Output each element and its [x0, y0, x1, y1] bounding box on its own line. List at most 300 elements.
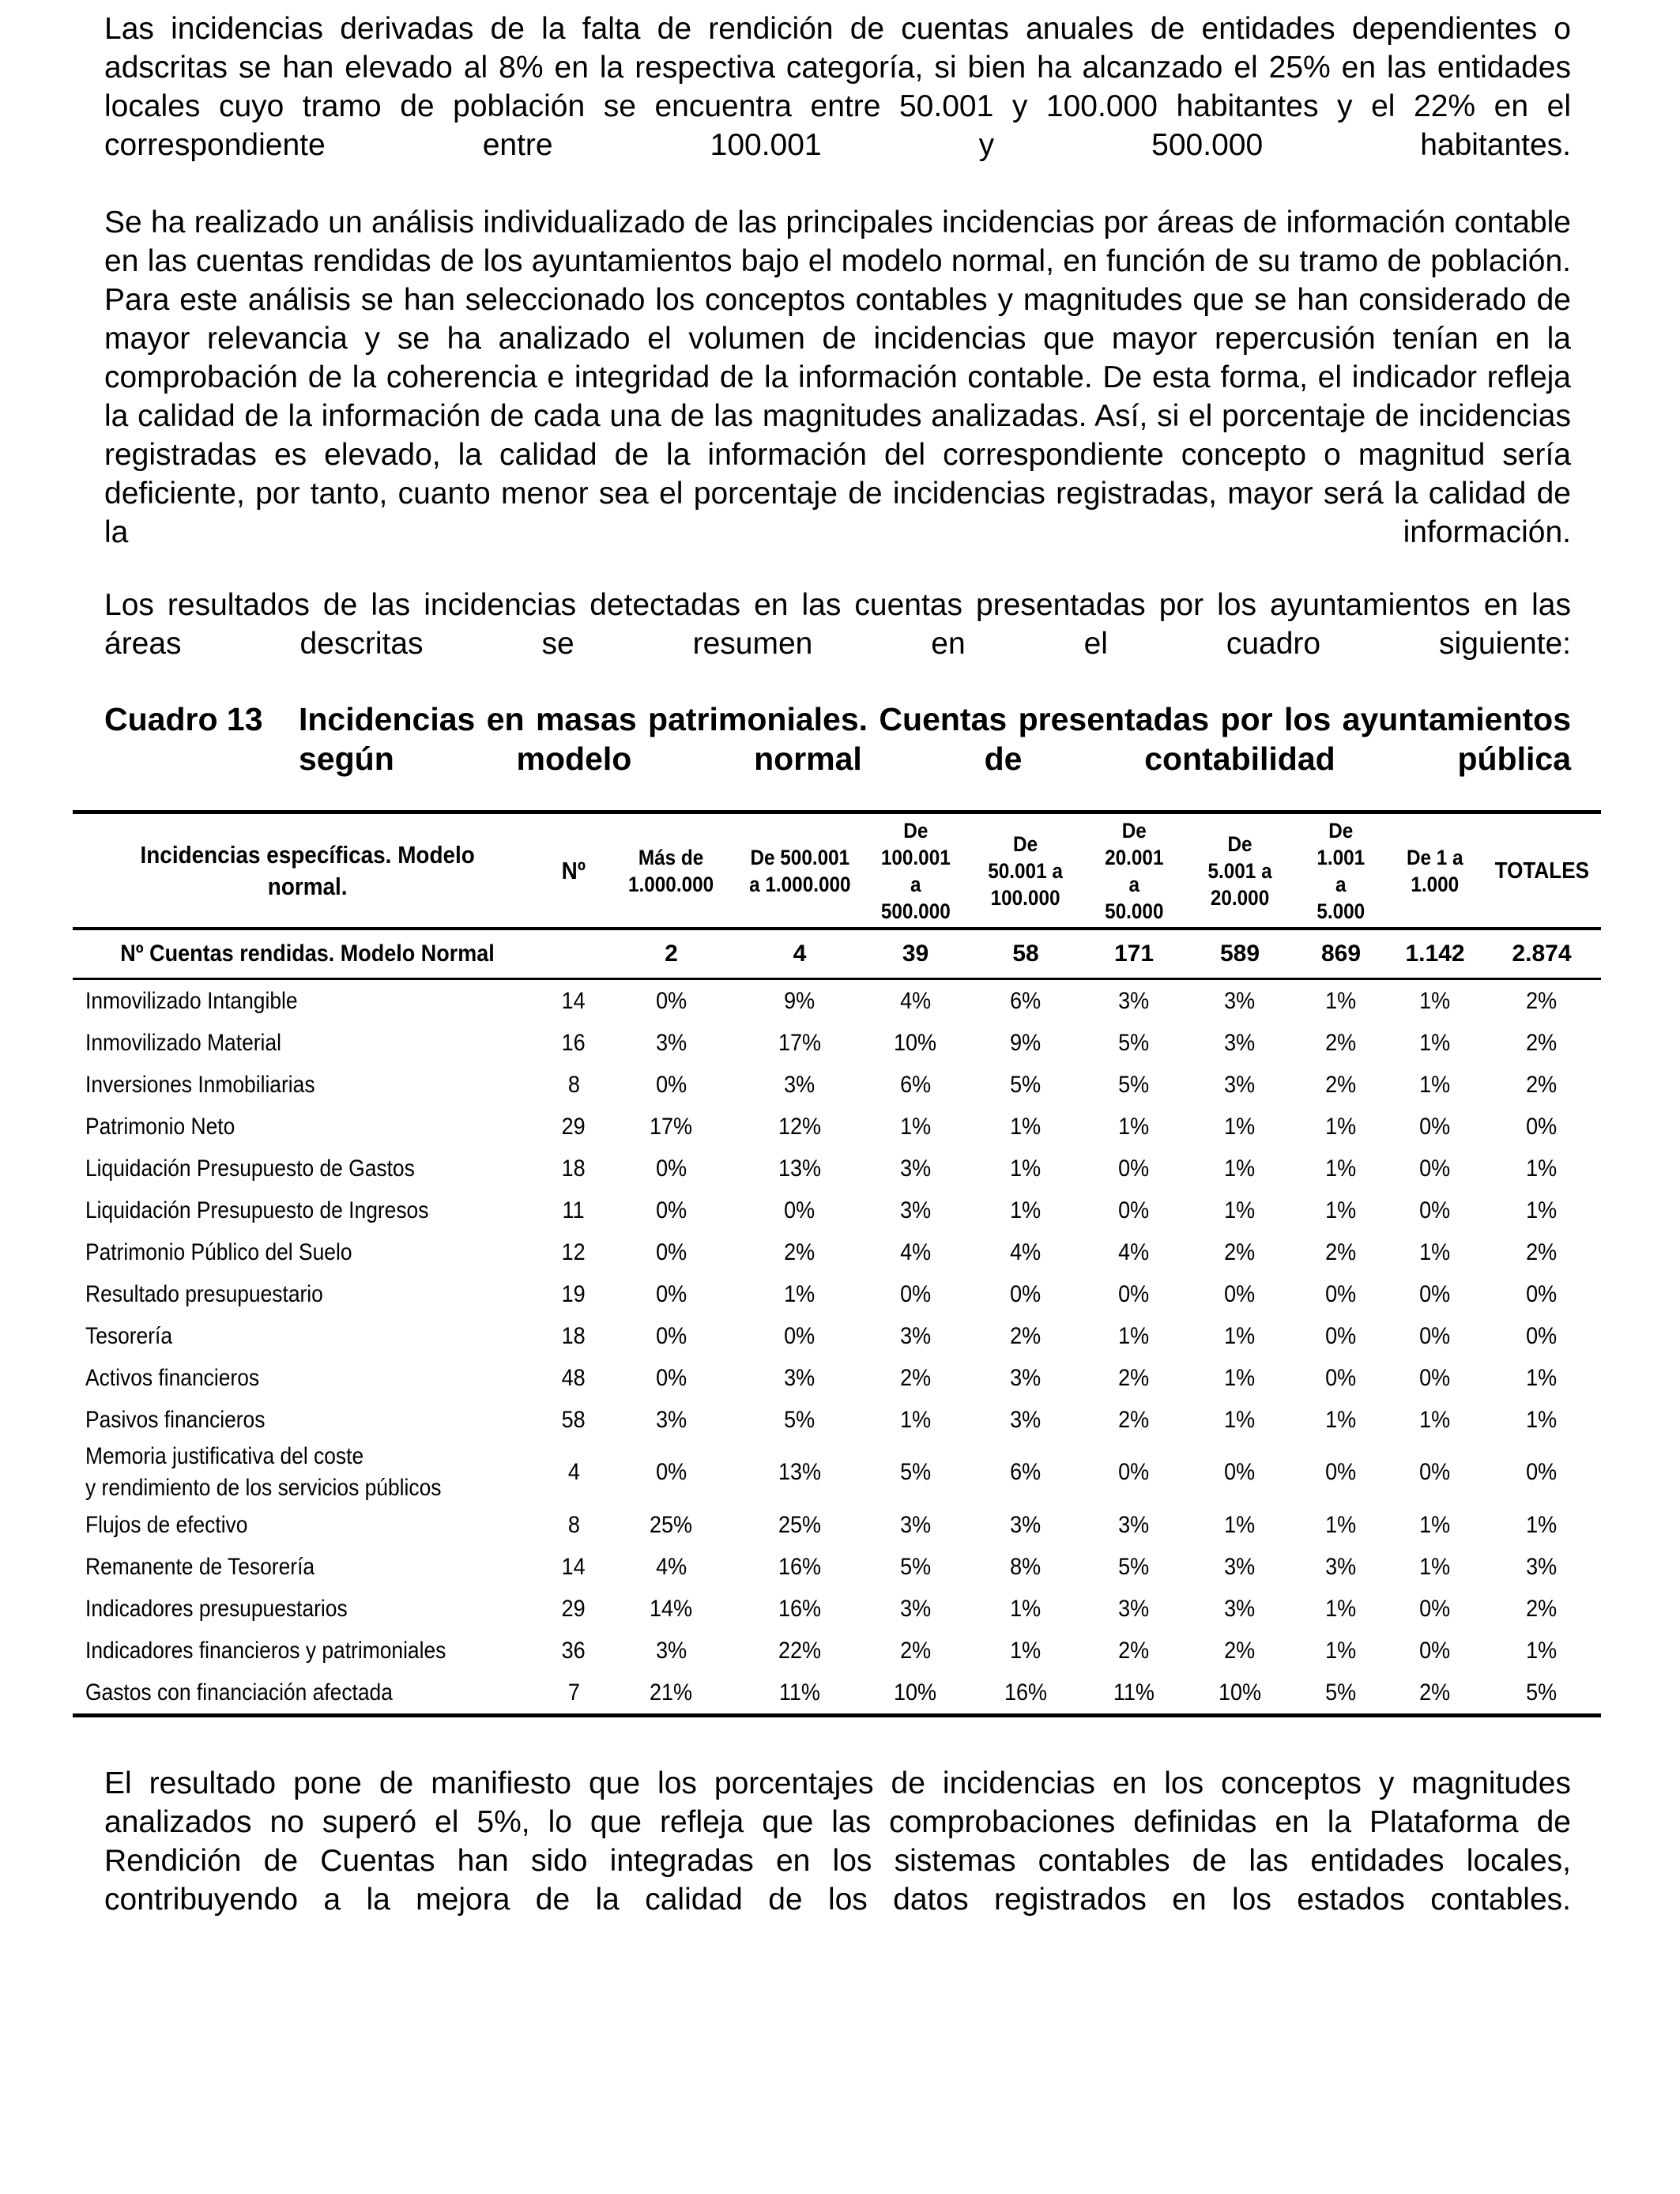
table-cell-value: 8	[567, 1071, 580, 1098]
table-cell-value: 58	[561, 1406, 586, 1433]
table-cell-value: 3%	[1224, 1595, 1256, 1622]
table-cell	[737, 1399, 862, 1441]
table-header-line: 1.000.000	[628, 872, 714, 896]
table-cell-value: 5%	[1118, 1029, 1150, 1056]
table-header-cell	[73, 812, 542, 929]
table-cell-value: 4	[567, 1459, 580, 1485]
table-cell-value: 22%	[778, 1637, 822, 1664]
table-row-label-line: Flujos de efectivo	[85, 1511, 248, 1538]
table-cell	[969, 1315, 1083, 1357]
table-row	[73, 1357, 1601, 1399]
table-cell	[862, 1022, 969, 1064]
table-cell-value: 6%	[899, 1071, 932, 1098]
table-cell-value: 1%	[1010, 1113, 1042, 1140]
table-cell-value: 1%	[1118, 1113, 1150, 1140]
table-cell	[1388, 1189, 1482, 1231]
table-header-text	[1105, 817, 1163, 925]
table-cell-value: 1%	[1325, 1155, 1357, 1182]
table-cell	[969, 1189, 1083, 1231]
table-cell	[605, 1315, 737, 1357]
table-header-cell	[1388, 812, 1482, 929]
table-cell	[1185, 979, 1294, 1023]
table-cell-value: 0%	[1224, 1459, 1256, 1485]
table-cell-value: 3%	[1224, 987, 1256, 1014]
table-cell-value: 8%	[1010, 1553, 1042, 1580]
table-cell-value: 5%	[1118, 1071, 1150, 1098]
table-cell	[969, 1022, 1083, 1064]
table-cell	[969, 1064, 1083, 1106]
table-cell	[1388, 1106, 1482, 1148]
table-cell	[862, 1588, 969, 1630]
table-cell-value: 4%	[899, 1238, 932, 1265]
table-cell	[542, 1441, 605, 1504]
table-cell-value: 1%	[1224, 1155, 1256, 1182]
table-cell-value: 1%	[1325, 1595, 1357, 1622]
table-cell-value: 0%	[655, 1364, 687, 1391]
cuentas-rendidas-cell: 4	[737, 929, 862, 979]
table-header-line: 5.000	[1317, 899, 1365, 923]
table-row-label	[73, 1672, 542, 1716]
table-cell-value: 3%	[1224, 1553, 1256, 1580]
table-cell	[969, 1106, 1083, 1148]
table-cell-value: 9%	[784, 987, 816, 1014]
table-cell	[1083, 1231, 1185, 1273]
table-row-label-line: y rendimiento de los servicios públicos	[85, 1475, 442, 1501]
table-cell	[1294, 1022, 1388, 1064]
table-cell	[1294, 1231, 1388, 1273]
table-cell-value: 4%	[1010, 1238, 1042, 1265]
table-row-label-line: Remanente de Tesorería	[85, 1553, 315, 1580]
table-cell	[1294, 1148, 1388, 1189]
table-cell-value: 3%	[655, 1637, 687, 1664]
table-cell-value: 3%	[1118, 987, 1150, 1014]
paragraph-conclusion: El resultado pone de manifiesto que los porcentajes de incidencias en los conceptos y magnitudes analizados no superó el 5%, lo que refleja que las comprobaciones definidas en la Plataforma de Rendición de Cuentas han sido integradas en los sistemas contables de las entidades locales, contribuyendo a la mejora de la calidad de los datos registrados en los estados contables.	[104, 1766, 1571, 1917]
table-row	[73, 1441, 1601, 1504]
table-cell	[1083, 1022, 1185, 1064]
table-cell-value: 29	[561, 1113, 586, 1140]
table-cell-value: 3%	[1118, 1511, 1150, 1538]
table-cell	[862, 1357, 969, 1399]
table-cell-value: 1%	[1325, 987, 1357, 1014]
table-row	[73, 1315, 1601, 1357]
table-cell	[969, 1273, 1083, 1315]
table-header-line: 50.000	[1104, 899, 1164, 923]
table-header-text	[628, 844, 714, 898]
table-cell	[969, 1546, 1083, 1588]
table-cell-value: 1%	[1419, 1238, 1451, 1265]
cuentas-rendidas-cell: 2	[605, 929, 737, 979]
table-cell-value: 3%	[1224, 1071, 1256, 1098]
table-cell-value: 5%	[899, 1459, 932, 1485]
table-header-text	[749, 844, 850, 898]
table-header-line: 100.001	[880, 845, 951, 869]
table-cell	[862, 1504, 969, 1546]
table-cell	[969, 979, 1083, 1023]
table-row-label	[73, 1315, 542, 1357]
table-cell	[1083, 1399, 1185, 1441]
table-cell-value: 1%	[1419, 1553, 1451, 1580]
table-cell-value: 48	[561, 1364, 586, 1391]
table-cell-value: 0%	[1010, 1280, 1042, 1307]
table-cell-value: 0%	[1419, 1595, 1451, 1622]
table-header-row	[73, 812, 1601, 929]
table-header-text	[881, 817, 951, 925]
table-cell-value: 0%	[1419, 1322, 1451, 1349]
table-cell-value: 0%	[1224, 1280, 1256, 1307]
table-cell-value: 14	[561, 987, 586, 1014]
table-cell-value: 3%	[899, 1595, 932, 1622]
table-cell-value: 1%	[1010, 1595, 1042, 1622]
table-header-line: De	[1227, 831, 1252, 856]
cuentas-rendidas-cell: 2.874	[1482, 929, 1601, 979]
table-cell	[862, 1315, 969, 1357]
table-cell-value: 2%	[1325, 1029, 1357, 1056]
table-header-cell	[542, 812, 605, 929]
table-cell-value: 18	[561, 1155, 586, 1182]
paragraph-analisis-individualizado: Se ha realizado un análisis individualizado de las principales incidencias por áreas de información contable en las cuentas rendidas de los ayuntamientos bajo el modelo normal, en función de su tramo de población. Para este análisis se han seleccionado los conceptos contables y magnitudes que se han considerado de mayor relevancia y se ha analizado el volumen de incidencias que mayor repercusión tenían en la comprobación de la coherencia e integridad de la información contable. De esta forma, el indicador refleja la calidad de la información de cada una de las magnitudes analizadas. Así, si el porcentaje de incidencias registradas es elevado, la calidad de la información del correspondiente concepto o magnitud sería deficiente, por tanto, cuanto menor sea el porcentaje de incidencias registradas, mayor será la calidad de la información.	[104, 205, 1571, 549]
table-cell	[1388, 1022, 1482, 1064]
table-cell	[1185, 1546, 1294, 1588]
table-header-line: a 1.000.000	[748, 872, 851, 896]
table-row-label	[73, 1399, 542, 1441]
table-caption-number: Cuadro 13	[104, 701, 263, 737]
table-cell	[1482, 979, 1601, 1023]
table-row	[73, 1273, 1601, 1315]
table-cell	[1388, 1504, 1482, 1546]
table-cell	[605, 1273, 737, 1315]
table-cell-value: 3%	[899, 1155, 932, 1182]
table-cell-value: 1%	[899, 1113, 932, 1140]
table-cell	[542, 1273, 605, 1315]
table-header-line: De	[902, 818, 929, 843]
table-cell-value: 1%	[1419, 1029, 1451, 1056]
table-cell-value: 10%	[894, 1029, 937, 1056]
table-header-line: De 1 a	[1407, 845, 1463, 869]
table-cell-value: 0%	[1118, 1155, 1150, 1182]
incidencias-table-wrapper	[73, 810, 1601, 1717]
table-cell-value: 0%	[1325, 1322, 1357, 1349]
cuentas-rendidas-label-text: Nº Cuentas rendidas. Modelo Normal	[120, 941, 495, 967]
table-cell-value: 2%	[1419, 1679, 1451, 1706]
table-cell	[1083, 1106, 1185, 1148]
table-cell-value: 2%	[1224, 1637, 1256, 1664]
table-cell	[862, 1630, 969, 1672]
table-cell	[1482, 1504, 1601, 1546]
table-cell-value: 5%	[1325, 1679, 1357, 1706]
table-cell-value: 0%	[1419, 1113, 1451, 1140]
table-cell	[1482, 1441, 1601, 1504]
table-row-label-line: Resultado presupuestario	[85, 1280, 323, 1307]
table-cell	[1185, 1588, 1294, 1630]
table-header-line: 20.001	[1104, 845, 1164, 869]
table-cell-value: 0%	[1118, 1459, 1150, 1485]
table-header-cell	[1294, 812, 1388, 929]
table-header-line: Más de	[638, 845, 704, 869]
table-cell-value: 3%	[655, 1406, 687, 1433]
table-row-label-line: Gastos con financiación afectada	[85, 1679, 393, 1706]
table-row	[73, 1022, 1601, 1064]
table-cell	[542, 1022, 605, 1064]
table-row-label-line: Inversiones Inmobiliarias	[85, 1071, 315, 1098]
table-cell	[542, 1231, 605, 1273]
table-cell-value: 5%	[784, 1406, 816, 1433]
table-row-label	[73, 1231, 542, 1273]
incidencias-table	[73, 810, 1601, 1717]
table-cell	[1185, 1399, 1294, 1441]
table-cell	[1294, 1546, 1388, 1588]
table-cell-value: 0%	[784, 1197, 816, 1223]
table-cell-value: 0%	[899, 1280, 932, 1307]
table-cell	[605, 1022, 737, 1064]
table-cell	[1185, 1441, 1294, 1504]
table-cell-value: 9%	[1010, 1029, 1042, 1056]
table-cell-value: 11%	[1113, 1679, 1155, 1706]
table-row	[73, 1064, 1601, 1106]
table-cell	[1294, 1189, 1388, 1231]
table-cell	[737, 1630, 862, 1672]
table-row-label-line: Inmovilizado Intangible	[85, 987, 298, 1014]
table-cell	[1294, 1357, 1388, 1399]
table-cell-value: 3%	[1325, 1553, 1357, 1580]
table-row	[73, 1504, 1601, 1546]
table-cell	[1185, 1148, 1294, 1189]
table-row	[73, 979, 1601, 1023]
table-cell-value: 0%	[1118, 1280, 1150, 1307]
cuentas-rendidas-cell	[542, 929, 605, 979]
table-cell-value: 1%	[1325, 1511, 1357, 1538]
table-cell-value: 0%	[655, 1280, 687, 1307]
table-header-cell	[1482, 812, 1601, 929]
table-header-line: a	[1335, 872, 1347, 896]
table-cell-value: 0%	[1325, 1459, 1357, 1485]
table-cell	[862, 1148, 969, 1189]
table-cell	[605, 979, 737, 1023]
table-cell-value: 0%	[655, 1155, 687, 1182]
table-cell	[1294, 1106, 1388, 1148]
table-cell-value: 2%	[1118, 1406, 1150, 1433]
table-cell	[737, 1148, 862, 1189]
table-cell	[1294, 979, 1388, 1023]
table-cell	[1185, 1064, 1294, 1106]
table-row-label-line: Patrimonio Neto	[85, 1113, 235, 1140]
table-cell	[1388, 1273, 1482, 1315]
table-cell-value: 29	[561, 1595, 586, 1622]
table-cell	[862, 1399, 969, 1441]
table-cell	[1482, 1273, 1601, 1315]
table-cell	[1388, 1231, 1482, 1273]
table-cell-value: 2%	[1325, 1071, 1357, 1098]
cuentas-rendidas-cell: 589	[1185, 929, 1294, 979]
table-row-label	[73, 1588, 542, 1630]
table-header-line: 1.000	[1411, 872, 1460, 896]
table-cell-value: 17%	[778, 1029, 822, 1056]
table-cell-value: 5%	[1010, 1071, 1042, 1098]
table-cell	[605, 1231, 737, 1273]
table-cell	[1388, 1441, 1482, 1504]
table-header-line: De	[1013, 831, 1038, 856]
table-cell	[737, 1357, 862, 1399]
table-cell-value: 1%	[1010, 1197, 1042, 1223]
table-cell-value: 5%	[899, 1553, 932, 1580]
table-header-text	[1207, 831, 1271, 911]
table-cell-value: 6%	[1010, 987, 1042, 1014]
table-cell	[1083, 1315, 1185, 1357]
table-cell	[605, 1546, 737, 1588]
table-cell	[969, 1630, 1083, 1672]
table-header-line: 500.000	[880, 899, 951, 923]
table-cell	[862, 979, 969, 1023]
table-cell	[1482, 1231, 1601, 1273]
table-row	[73, 1630, 1601, 1672]
table-cell-value: 1%	[1010, 1637, 1042, 1664]
table-cell	[969, 1357, 1083, 1399]
table-header-line: De	[1328, 818, 1354, 843]
table-cell	[969, 1148, 1083, 1189]
table-cell	[737, 1441, 862, 1504]
table-cell-value: 3%	[1118, 1595, 1150, 1622]
table-row-label	[73, 1148, 542, 1189]
table-cell-value: 13%	[778, 1155, 822, 1182]
table-cell	[1083, 1546, 1185, 1588]
table-body	[73, 929, 1601, 1716]
table-header-line: a	[910, 872, 921, 896]
table-cell-value: 5%	[1526, 1679, 1558, 1706]
table-cell-value: 16%	[1004, 1679, 1048, 1706]
table-cell-value: 0%	[1419, 1637, 1451, 1664]
table-cell	[542, 1504, 605, 1546]
table-cell-value: 10%	[894, 1679, 937, 1706]
paragraph-resultados-intro: Los resultados de las incidencias detectadas en las cuentas presentadas por los ayuntamientos en las áreas descritas se resumen en el cuadro siguiente:	[104, 588, 1571, 661]
table-cell	[1388, 979, 1482, 1023]
table-cell	[862, 1231, 969, 1273]
table-cell-value: 1%	[1419, 1071, 1451, 1098]
table-cell	[737, 1315, 862, 1357]
table-row-label	[73, 1546, 542, 1588]
table-cell	[1482, 1630, 1601, 1672]
table-cell-value: 0%	[1526, 1113, 1558, 1140]
table-cell-value: 0%	[655, 1238, 687, 1265]
table-cell	[542, 1106, 605, 1148]
table-cell	[1388, 1148, 1482, 1189]
table-cell-value: 2%	[1526, 987, 1558, 1014]
table-cell-value: 1%	[1224, 1322, 1256, 1349]
table-cell	[862, 1546, 969, 1588]
table-cell-value: 0%	[655, 987, 687, 1014]
table-row	[73, 1148, 1601, 1189]
table-header-line: Nº	[561, 856, 586, 884]
table-cell	[1185, 1273, 1294, 1315]
table-cell-value: 1%	[1224, 1113, 1256, 1140]
table-cell-value: 2%	[899, 1364, 932, 1391]
table-cell	[542, 1588, 605, 1630]
table-cell	[1294, 1441, 1388, 1504]
table-cell	[1294, 1399, 1388, 1441]
table-cell	[1185, 1315, 1294, 1357]
table-cell-value: 2%	[1325, 1238, 1357, 1265]
table-row-label	[73, 1273, 542, 1315]
table-cell	[1482, 1357, 1601, 1399]
table-cell-value: 16%	[778, 1595, 822, 1622]
table-cell	[1294, 1504, 1388, 1546]
table-row	[73, 1399, 1601, 1441]
table-cell-value: 0%	[1325, 1364, 1357, 1391]
table-row	[73, 1106, 1601, 1148]
table-cell	[542, 1630, 605, 1672]
table-cell-value: 19	[561, 1280, 586, 1307]
table-row	[73, 1546, 1601, 1588]
table-header-cell	[737, 812, 862, 929]
table-cell	[737, 1273, 862, 1315]
table-cell	[862, 1064, 969, 1106]
table-cell	[605, 1189, 737, 1231]
table-cell	[1482, 1672, 1601, 1716]
table-cell	[605, 1357, 737, 1399]
table-cell	[1185, 1231, 1294, 1273]
table-cell	[1388, 1064, 1482, 1106]
table-cell-value: 0%	[784, 1322, 816, 1349]
table-cell-value: 2%	[1526, 1071, 1558, 1098]
table-row-label	[73, 1064, 542, 1106]
table-header-text	[1317, 817, 1365, 925]
cuentas-rendidas-label	[73, 929, 542, 979]
table-header-line: 5.001 a	[1207, 858, 1272, 883]
table-cell	[737, 979, 862, 1023]
cuentas-rendidas-row	[73, 929, 1601, 979]
table-row-label	[73, 1106, 542, 1148]
table-cell	[605, 1106, 737, 1148]
table-cell	[737, 1588, 862, 1630]
table-cell	[1185, 1189, 1294, 1231]
table-cell	[1482, 1546, 1601, 1588]
table-header-text	[1494, 858, 1588, 884]
table-header-text	[562, 858, 586, 884]
table-cell-value: 1%	[1419, 1511, 1451, 1538]
table-row	[73, 1588, 1601, 1630]
table-header-cell	[969, 812, 1083, 929]
table-header-line: Incidencias específicas. Modelo	[140, 840, 475, 869]
table-row-label-line: Inmovilizado Material	[85, 1029, 281, 1056]
table-cell-value: 2%	[1526, 1029, 1558, 1056]
table-cell-value: 12	[561, 1238, 586, 1265]
table-row-label-line: Activos financieros	[85, 1364, 260, 1391]
table-cell-value: 1%	[1419, 1406, 1451, 1433]
table-cell	[605, 1588, 737, 1630]
table-cell	[542, 1546, 605, 1588]
table-cell	[1185, 1672, 1294, 1716]
table-cell-value: 18	[561, 1322, 586, 1349]
cuentas-rendidas-cell: 869	[1294, 929, 1388, 979]
table-header-line: De	[1121, 818, 1147, 843]
table-header-line: 50.001 a	[988, 858, 1064, 883]
table-header-line: 100.000	[991, 885, 1060, 910]
table-cell	[605, 1399, 737, 1441]
table-cell-value: 14	[561, 1553, 586, 1580]
table-cell	[737, 1231, 862, 1273]
table-cell-value: 6%	[1010, 1459, 1042, 1485]
table-header-cell	[1185, 812, 1294, 929]
paragraph-incidencias-rendicion: Las incidencias derivadas de la falta de rendición de cuentas anuales de entidades dependientes o adscritas se han elevado al 8% en la respectiva categoría, si bien ha alcanzado el 25% en las entidades locales cuyo tramo de población se encuentra entre 50.001 y 100.000 habitantes y el 22% en el correspondiente entre 100.001 y 500.000 habitantes.	[104, 12, 1571, 162]
table-cell-value: 0%	[1419, 1280, 1451, 1307]
table-cell	[1388, 1399, 1482, 1441]
table-cell	[1388, 1588, 1482, 1630]
table-cell	[1482, 1315, 1601, 1357]
table-cell	[1185, 1022, 1294, 1064]
table-cell	[737, 1106, 862, 1148]
table-cell-value: 4%	[655, 1553, 687, 1580]
table-row	[73, 1231, 1601, 1273]
table-cell	[542, 1148, 605, 1189]
table-row-label-line: Indicadores financieros y patrimoniales	[85, 1637, 446, 1664]
